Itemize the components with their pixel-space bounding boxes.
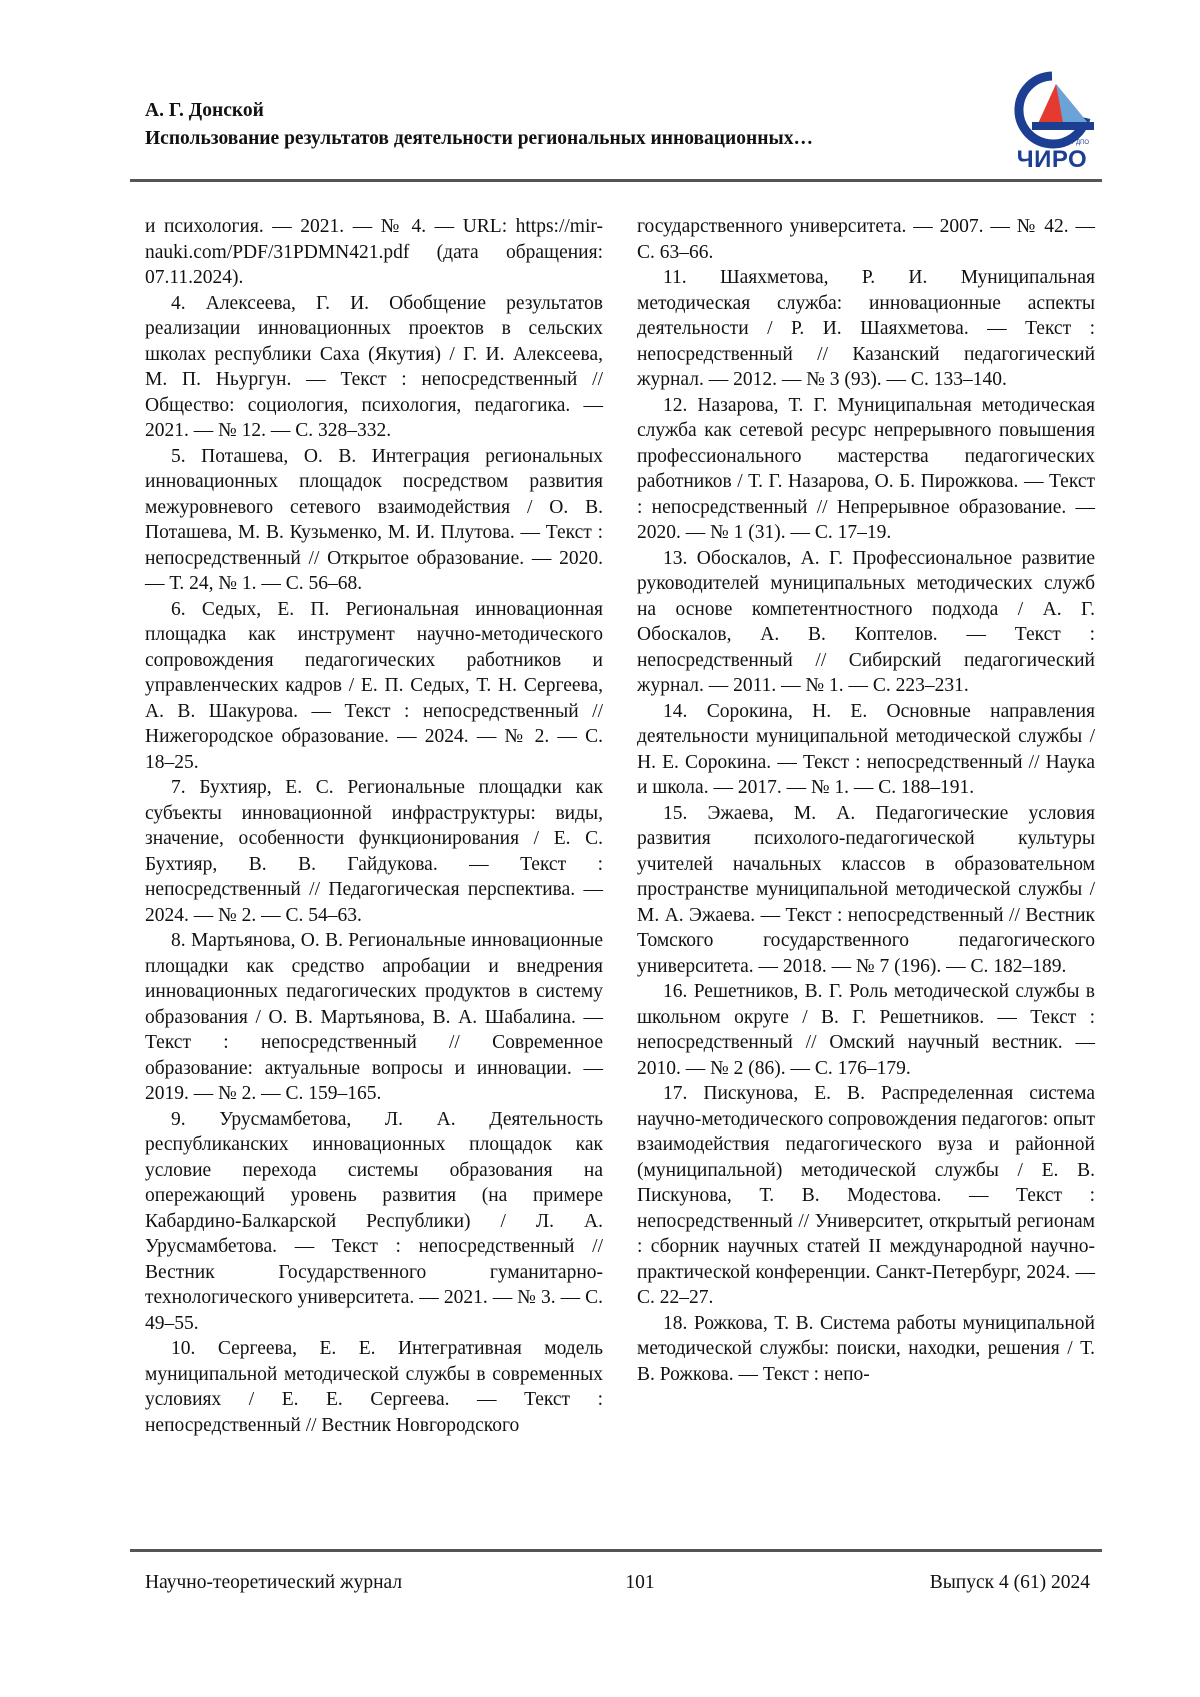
logo-text: ЧИРО (1002, 146, 1102, 174)
right-column (637, 214, 1095, 1387)
footer-divider (130, 1549, 1102, 1552)
reference-entry: 15. Эжаева, М. А. Педагогические условия развития психолого-педагогической культуры учителей начальных классов в образовательном пространстве муниципальной методической службы / М. А. Эжаева. — Текст : непосредственный // Вестник Томского государственного педагогического университета. — 2018. — № 7 (196). — С. 182–189. (637, 801, 1095, 980)
reference-entry: и психология. — 2021. — № 4. — URL: https://mir-nauki.com/PDF/31PDMN421.pdf (дата обращения: 07.11.2024). (145, 214, 603, 291)
chiro-logo-icon (1002, 70, 1102, 150)
reference-entry: 9. Урусмамбетова, Л. А. Деятельность республиканских инновационных площадок как условие перехода системы образования на опережающий уровень развития (на примере Кабардино-Балкарской Республики) / Л. А. Урусмамбетова. — Текст : непосредственный // Вестник Государственного гуманитарно-технологического университета. — 2021. — № 3. — С. 49–55. (145, 1107, 603, 1337)
left-column (145, 214, 603, 1438)
reference-entry: 13. Обоскалов, А. Г. Профессиональное развитие руководителей муниципальных методических служб на основе компетентностного подхода / А. Г. Обоскалов, А. В. Коптелов. — Текст : непосредственный // Сибирский педагогический журнал. — 2011. — № 1. — С. 223–231. (637, 546, 1095, 699)
reference-entry: 7. Бухтияр, Е. С. Региональные площадки как субъекты инновационной инфраструктуры: виды, значение, особенности функционирования / Е. С. Бухтияр, В. В. Гайдукова. — Текст : непосредственный // Педагогическая перспектива. — 2024. — № 2. — С. 54–63. (145, 775, 603, 928)
reference-entry: 17. Пискунова, Е. В. Распределенная система научно-методического сопровождения педагогов: опыт взаимодействия педагогического вуза и районной (муниципальной) методической службы / Е. В. Пискунова, Т. В. Модестова. — Текст : непосредственный // Университет, открытый регионам : сборник научных статей II международной научно-практической конференции. Санкт-Петербург, 2024. — С. 22–27. (637, 1081, 1095, 1311)
reference-entry: 6. Седых, Е. П. Региональная инновационная площадка как инструмент научно-методического сопровождения педагогических работников и управленческих кадров / Е. П. Седых, Т. Н. Сергеева, А. В. Шакурова. — Текст : непосредственный // Нижегородское образование. — 2024. — № 2. — С. 18–25. (145, 597, 603, 776)
reference-entry: 10. Сергеева, Е. Е. Интегративная модель муниципальной методической службы в современных условиях / Е. Е. Сергеева. — Текст : непосредственный // Вестник Новгородского (145, 1336, 603, 1438)
reference-entry: 12. Назарова, Т. Г. Муниципальная методическая служба как сетевой ресурс непрерывного повышения профессионального мастерства педагогических работников / Т. Г. Назарова, О. Б. Пирожкова. — Текст : непосредственный // Непрерывное образование. — 2020. — № 1 (31). — С. 17–19. (637, 393, 1095, 546)
footer-journal: Научно-теоретический журнал (145, 1568, 402, 1598)
reference-entry: 16. Решетников, В. Г. Роль методической службы в школьном округе / В. Г. Решетников. — Текст : непосредственный // Омский научный вестник. — 2010. — № 2 (86). — С. 176–179. (637, 979, 1095, 1081)
chiro-logo (1002, 70, 1102, 174)
header-divider (130, 179, 1102, 182)
page-footer (145, 1568, 1090, 1598)
logo-year: 1927 ДПО (1061, 140, 1089, 146)
running-header (145, 97, 1015, 153)
reference-entry: 8. Мартьянова, О. В. Региональные инновационные площадки как средство апробации и внедрения инновационных педагогических продуктов в систему образования / О. В. Мартьянова, В. А. Шабалина. — Текст : непосредственный // Современное образование: актуальные вопросы и инновации. — 2019. — № 2. — С. 159–165. (145, 928, 603, 1107)
reference-entry: 5. Поташева, О. В. Интеграция региональных инновационных площадок посредством развития межуровневого сетевого взаимодействия / О. В. Поташева, М. В. Кузьменко, М. И. Плутова. — Текст : непосредственный // Открытое образование. — 2020. — Т. 24, № 1. — С. 56–68. (145, 444, 603, 597)
reference-entry: 11. Шаяхметова, Р. И. Муниципальная методическая служба: инновационные аспекты деятельности / Р. И. Шаяхметова. — Текст : непосредственный // Казанский педагогический журнал. — 2012. — № 3 (93). — С. 133–140. (637, 265, 1095, 393)
reference-entry: 18. Рожкова, Т. В. Система работы муниципальной методической службы: поиски, находки, решения / Т. В. Рожкова. — Текст : непо- (637, 1311, 1095, 1388)
reference-entry: государственного университета. — 2007. — № 42. — С. 63–66. (637, 214, 1095, 265)
header-article-title: Использование результатов деятельности региональных инновационных… (145, 125, 1015, 153)
footer-issue: Выпуск 4 (61) 2024 (930, 1568, 1090, 1598)
reference-entry: 4. Алексеева, Г. И. Обобщение результатов реализации инновационных проектов в сельских школах республики Саха (Якутия) / Г. И. Алексеева, М. П. Ньургун. — Текст : непосредственный // Общество: социология, психология, педагогика. — 2021. — № 12. — С. 328–332. (145, 291, 603, 444)
header-author: А. Г. Донской (145, 97, 1015, 125)
reference-entry: 14. Сорокина, Н. Е. Основные направления деятельности муниципальной методической службы / Н. Е. Сорокина. — Текст : непосредственный // Наука и школа. — 2017. — № 1. — С. 188–191. (637, 699, 1095, 801)
page-number: 101 (615, 1568, 665, 1598)
